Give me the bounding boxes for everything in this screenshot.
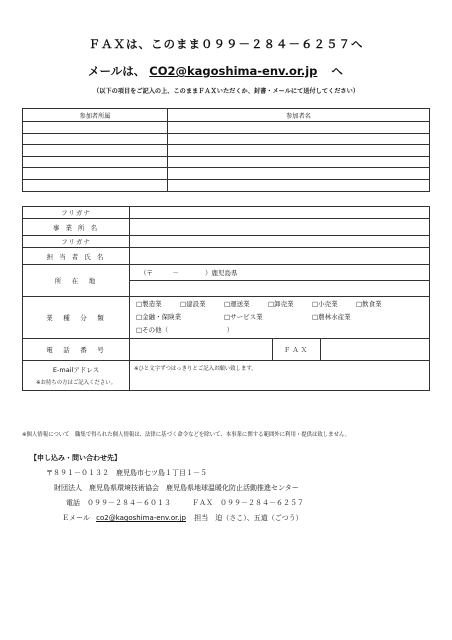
industry-row-1 bbox=[136, 298, 429, 311]
industry-row-3 bbox=[136, 324, 429, 337]
table-row bbox=[23, 156, 430, 168]
applicant-form bbox=[22, 206, 430, 391]
contact-email-line bbox=[62, 513, 303, 523]
industry-option-construction[interactable]: □建設業 bbox=[180, 300, 206, 308]
phone-label: 電 話 番 号 bbox=[23, 339, 130, 361]
industry-option-finance[interactable]: □金融・保険業 bbox=[136, 313, 182, 321]
name-cell[interactable] bbox=[168, 122, 430, 134]
address-field[interactable] bbox=[130, 265, 430, 281]
table-row bbox=[23, 122, 430, 134]
mail-suffix: へ bbox=[331, 64, 343, 78]
industry-option-agriculture[interactable]: □農林水産業 bbox=[312, 313, 351, 321]
industry-checklist bbox=[130, 297, 430, 339]
jigyosho-field[interactable] bbox=[130, 219, 430, 236]
tantosha-furigana-label: フリガナ bbox=[23, 236, 130, 248]
fax-label: ＦＡＸ bbox=[273, 339, 321, 361]
address-field-line2[interactable] bbox=[130, 281, 430, 297]
affiliation-cell[interactable] bbox=[23, 179, 168, 191]
jigyosho-label: 事 業 所 名 bbox=[23, 219, 130, 236]
contact-org: 財団法人 鹿児島県環境技術協会 鹿児島県地球温暖化防止活動推進センター bbox=[54, 484, 299, 492]
contact-title: 【申し込み・問い合わせ先】 bbox=[30, 454, 121, 462]
name-cell[interactable] bbox=[168, 133, 430, 145]
privacy-notice: ※個人情報について 職集で得られた個人情報は、法律に基づく命令などを除いて、本事業に関する範囲外に利用・提供は致しません。 bbox=[22, 432, 351, 438]
fax-field[interactable] bbox=[321, 339, 430, 361]
industry-option-wholesale[interactable]: □卸売業 bbox=[268, 300, 294, 308]
tantosha-field[interactable] bbox=[130, 248, 430, 265]
table-row bbox=[23, 145, 430, 157]
industry-option-transport[interactable]: □運送業 bbox=[224, 300, 250, 308]
industry-label: 業 種 分 類 bbox=[23, 297, 130, 339]
address-prefix: （〒 － ）鹿児島県 bbox=[140, 269, 238, 277]
affiliation-cell[interactable] bbox=[23, 133, 168, 145]
name-cell[interactable] bbox=[168, 156, 430, 168]
contact-phone: 電話 ０９９－２８４－６０１３ ＦＡＸ ０９９－２８４－６２５７ bbox=[66, 499, 304, 507]
mail-address-link[interactable]: CO2@kagoshima-env.or.jp bbox=[149, 64, 318, 78]
industry-row-2 bbox=[136, 311, 429, 324]
jigyosho-furigana-label: フリガナ bbox=[23, 207, 130, 219]
industry-option-service[interactable]: □サービス業 bbox=[224, 313, 263, 321]
mail-prefix: メールは、 bbox=[88, 64, 146, 78]
contact-email-label: Ｅメール bbox=[62, 514, 90, 522]
industry-option-food[interactable]: □飲食業 bbox=[356, 300, 382, 308]
table-row bbox=[23, 133, 430, 145]
affiliation-cell[interactable] bbox=[23, 168, 168, 180]
fax-instruction: ＦＡＸは、このまま０９９－２８４－６２５７へ bbox=[88, 37, 364, 51]
contact-postal: 〒８９１－０１３２ 鹿児島市七ツ島１丁目１－５ bbox=[46, 469, 207, 477]
table-row bbox=[23, 168, 430, 180]
contact-email-link[interactable]: co2@kagoshima-env.or.jp bbox=[96, 514, 187, 522]
name-cell[interactable] bbox=[168, 168, 430, 180]
affiliation-cell[interactable] bbox=[23, 156, 168, 168]
industry-option-other[interactable]: □その他（ ） bbox=[136, 326, 234, 334]
email-label: E-mailアドレス bbox=[52, 366, 100, 374]
jigyosho-furigana-field[interactable] bbox=[130, 207, 430, 219]
email-label-cell bbox=[23, 361, 130, 391]
affiliation-cell[interactable] bbox=[23, 145, 168, 157]
affiliation-cell[interactable] bbox=[23, 122, 168, 134]
tantosha-label: 担 当 者 氏 名 bbox=[23, 248, 130, 265]
table-row bbox=[23, 179, 430, 191]
phone-field[interactable] bbox=[130, 339, 273, 361]
address-label: 所 在 地 bbox=[23, 265, 130, 297]
email-note: ※お持ちの方はご記入ください。 bbox=[36, 380, 116, 386]
tantosha-furigana-field[interactable] bbox=[130, 236, 430, 248]
name-cell[interactable] bbox=[168, 145, 430, 157]
participant-affiliation-header: 参加者所属 bbox=[23, 109, 168, 122]
submission-notice: （以下の項目をご記入の上、このままＦＡＸいただくか、封書・メールにて送付してください） bbox=[93, 88, 359, 95]
participants-table bbox=[22, 108, 430, 192]
name-cell[interactable] bbox=[168, 179, 430, 191]
mail-instruction bbox=[88, 63, 343, 79]
email-field[interactable] bbox=[130, 361, 430, 391]
participant-name-header: 参加者名 bbox=[168, 109, 430, 122]
industry-option-manufacturing[interactable]: □製造業 bbox=[136, 300, 162, 308]
email-hint: ※ひと文字ずつはっきりとご記入お願い致します。 bbox=[134, 366, 257, 372]
industry-option-retail[interactable]: □小売業 bbox=[312, 300, 338, 308]
contact-person: 担当 迫（さこ）、五道（ごつう） bbox=[194, 514, 303, 522]
